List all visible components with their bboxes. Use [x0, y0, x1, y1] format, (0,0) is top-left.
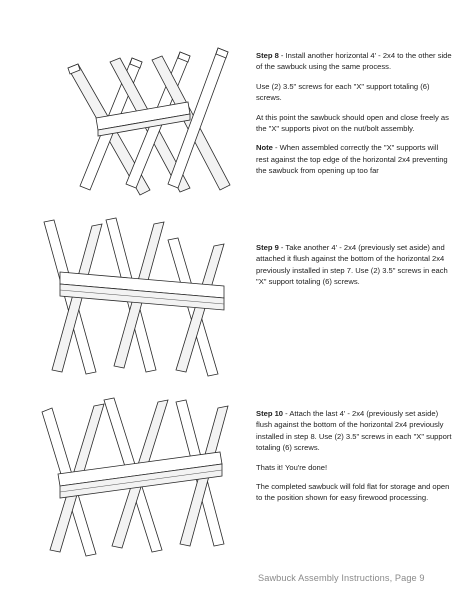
- step10-paragraph-1: Step 10 - Attach the last 4' - 2x4 (previously set aside) flush against the bottom of the horizontal 2x4 previously installed in step 8. Use (2) 3.5" screws in each "X" support totaling (6) screws.: [256, 409, 452, 453]
- step10-text: [256, 408, 452, 512]
- step9-sawbuck-illustration: [34, 212, 239, 382]
- step9-text: [256, 242, 452, 296]
- step8-note: Note - When assembled correctly the "X" supports will rest against the top edge of the horizontal 2x4 preventing the sawbuck from opening up too far: [256, 143, 448, 176]
- page-footer: Sawbuck Assembly Instructions, Page 9: [258, 573, 425, 583]
- step10-paragraph-3: The completed sawbuck will fold flat for storage and open to the position shown for easy firewood processing.: [256, 482, 450, 503]
- step8-sawbuck-illustration: [40, 40, 245, 205]
- step9-paragraph-1: Step 9 - Take another 4' - 2x4 (previously set aside) and attached it flush against the bottom of the horizontal 2x4 previously installed in step 7. Use (2) 3.5" screws in each "X" support totaling (6) screws.: [256, 243, 448, 287]
- step8-paragraph-2: Use (2) 3.5" screws for each "X" support totaling (6) screws.: [256, 81, 430, 103]
- step8-paragraph-3: At this point the sawbuck should open and close freely as the "X" supports pivot on the nut/bolt assembly.: [256, 112, 449, 134]
- step10-paragraph-2: Thats it! You're done!: [256, 462, 328, 472]
- step10-sawbuck-illustration: [34, 394, 239, 564]
- step8-paragraph-1: Step 8 - Install another horizontal 4' - 2x4 to the other side of the sawbuck using the same process.: [256, 51, 452, 72]
- step8-text: [256, 50, 452, 185]
